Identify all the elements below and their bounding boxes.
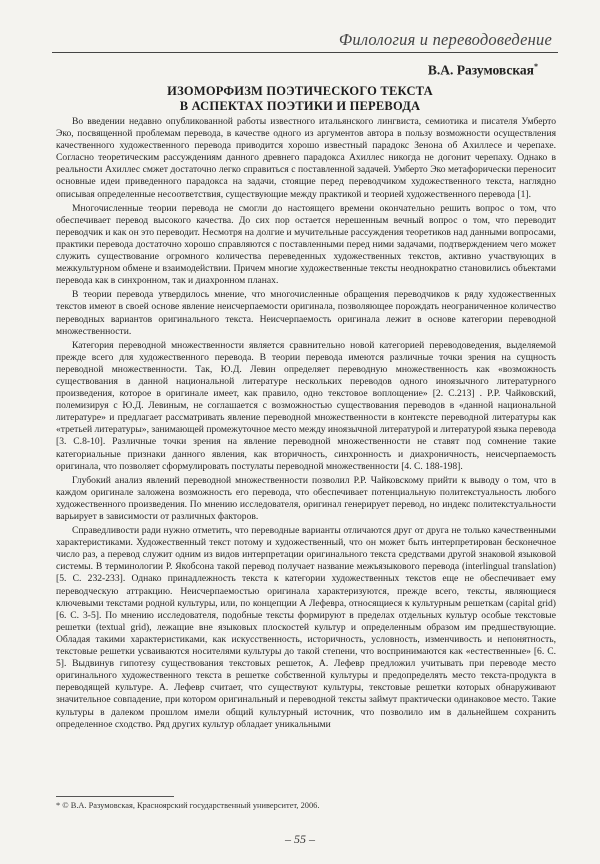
- footnote-rule: [56, 796, 174, 797]
- paragraph: Многочисленные теории перевода не смогли до настоящего времени окончательно решить вопрос о том, что обеспечивает перевод высокого качества. До сих пор остается нерешенным вечный вопрос о том, что переводит переводчик и как он это переводит. Несмотря на долгие и мучительные рассуждения теоретиков над данными вопросами, практики перевода достаточно хорошо справляются с поставленными перед ними задачами, подтверждением чего может служить существование огромного количества переведенных художественных текстов, активно участвующих в межкультурном обмене и взаимодействии. Причем многие художественные тексты неоднократно становились объектами перевода как в синхронном, так и диахронном планах.: [56, 202, 556, 287]
- paragraph: Категория переводной множественности является сравнительно новой категорией переводоведения, выделяемой прежде всего для художественного перевода. В теории перевода имеются различные точки зрения на сущность переводной множественности. Так, Ю.Д. Левин определяет переводную множественность как «возможность существования в данной национальной литературе нескольких переводов одного иноязычного литературного произведения, которое в оригинале имеет, как правило, одно текстовое воплощение» [2. С.213] . Р.Р. Чайковский, полемизируя с Ю.Д. Левиным, не соглашается с возможностью существования переводов в «данной национальной литературе» и предлагает рассматривать явление переводной множественности в контексте переводной литературы как «третьей литературы», занимающей промежуточное место между иноязычной литературой и литературой языка перевода [3. С.8-10]. Различные точки зрения на явление переводной множественности не ставят под сомнение такие категориальные признаки данного явления, как вторичность, синхронность и диахроничность, неисчерпаемость оригинала, что позволяет сформулировать постулаты переводной множественности [4. С. 188-198].: [56, 339, 556, 472]
- author-name: [428, 62, 538, 79]
- author-footnote-mark: *: [534, 62, 538, 71]
- paragraph: Справедливости ради нужно отметить, что переводные варианты отличаются друг от друга не только качественными характеристиками. Художественный текст потому и художественный, что он может быть интерпретирован бесконечное число раз, а перевод служит одним из видов интерпретации оригинального текста средствами другой знаковой языковой системы. В терминологии Р. Якобсона такой перевод получает название межъязыкового перевода (interlingual translation) [5. С. 232-233]. Однако принадлежность текста к категории художественных текстов еще не обеспечивает ему переводческую аттракцию. Неисчерпаемостью оригинала характеризуются, прежде всего, тексты, являющиеся ключевыми текстами родной культуры, или, по концепции А Лефевра, относящиеся к культурным решеткам (capital grid) [6. С. 3-5]. По мнению исследователя, подобные тексты формируют в пределах отдельных культур особые текстовые решетки (textual grid), лежащие вне языковых плоскостей культур и определенным образом им предшествующие. Обладая такими характеристиками, как искусственность, историчность, условность, изменчивость и непонятность, текстовые решетки усваиваются носителями культуры до такой степени, что воспринимаются как «естественные» [6. С. 5]. Выдвинув гипотезу существования текстовых решеток, А. Лефевр предложил учитывать при переводе место оригинального художественного текста в решетке собственной культуры и предопределять место текста-продукта в переводящей культуре. А. Лефевр считает, что существуют культуры, текстовые решетки которых обнаруживают значительное совпадение, при котором оригинальный и переводной тексты займут практически одинаковое место. Такие культуры в далеком прошлом имели общий культурный источник, что позволило им в дальнейшем сохранить определенное сходство. Ряд других культур обладает уникальными: [56, 525, 556, 730]
- footnote: * © В.А. Разумовская, Красноярский государственный университет, 2006.: [56, 801, 320, 810]
- page-number: – 55 –: [285, 832, 315, 846]
- article-body: [56, 116, 556, 733]
- running-header: Филология и переводоведение: [338, 30, 552, 49]
- article-title: [60, 84, 540, 114]
- author-name-text: В.А. Разумовская: [427, 62, 534, 78]
- article-title-line-2: В АСПЕКТАХ ПОЭТИКИ И ПЕРЕВОДА: [179, 99, 421, 113]
- paragraph: Глубокий анализ явлений переводной множественности позволил Р.Р. Чайковскому прийти к выводу о том, что в каждом оригинале заложена возможность его перевода, что обеспечивает потенциальную политекстуальность любого художественного произведения. По мнению исследователя, оригинал генерирует перевод, но индекс политекстуальности варьирует в зависимости от различных факторов.: [56, 474, 556, 522]
- article-title-line-1: ИЗОМОРФИЗМ ПОЭТИЧЕСКОГО ТЕКСТА: [167, 84, 433, 98]
- header-rule: [52, 52, 558, 53]
- paragraph: В теории перевода утвердилось мнение, что многочисленные обращения переводчиков к ряду художественных текстов имеют в своей основе явление неисчерпаемости оригинала, позволяющее порождать неограниченное количество переводных вариантов оригинального текста. Неисчерпаемость оригинала лежит в основе категории переводной множественности.: [56, 289, 556, 337]
- paragraph: Во введении недавно опубликованной работы известного итальянского лингвиста, семиотика и писателя Умберто Эко, посвященной проблемам перевода, в качестве одного из аргументов автора в пользу возможности осуществления качественного художественного перевода приводится хорошо известный парадокс Зенона об Ахиллесе и черепахе. Согласно теоретическим рассуждениям данного древнего парадокса Ахиллес никогда не догонит черепаху. Однако в реальности Ахиллес смжет достаточно легко справиться с поставленной задачей. Умберто Эко метафорически переносит основные идеи приведенного парадокса на задачи, стоящие перед переводчиком художественного текста, наглядно описывая определенные несоответствия, существующие между практикой и теорией художественного перевода [1].: [56, 116, 556, 200]
